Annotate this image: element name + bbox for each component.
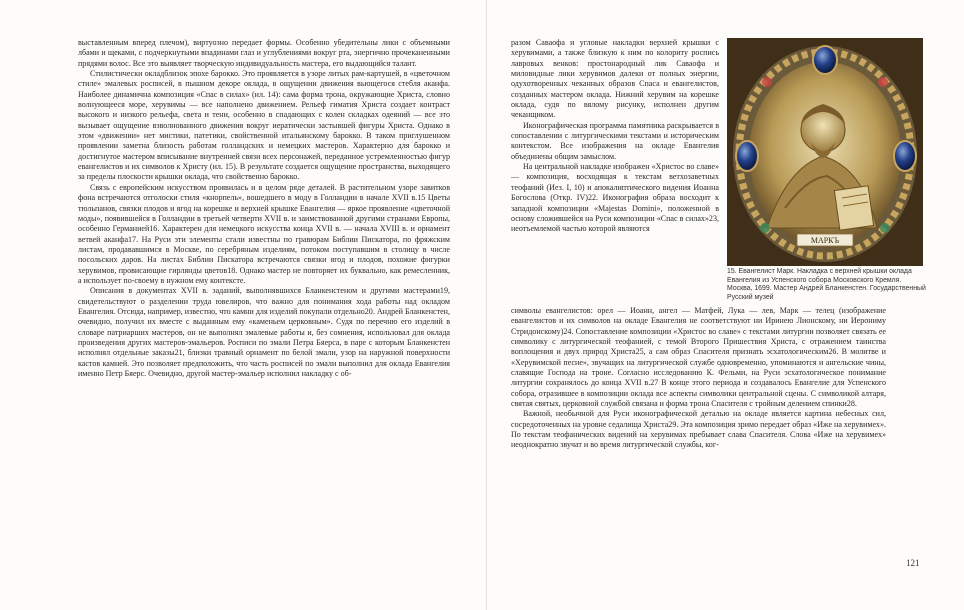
right-page-text-narrow	[511, 38, 719, 235]
paragraph: символы евангелистов: орел — Иоанн, ангел — Матфей, Лука — лев, Марк — телец (изображение евангелистов и их символов на окладе Евангелия не соответствуют ни Иринею Лионскому, ни Иерониму Стридонскому)24. Сопоставление композиции «Христос во славе» с текстами литургии позволяет связать ее символику с литургической теофанией, с темой Второго Пришествия Христа, с отражением таинства воплощения и двух природ Христа25, а сам образ Спасителя признать эсхатологическим26. В молитве и «Херувимской песне», звучащих на литургической службе одновременно, упоминаются и ангельские чины, славящие Господа на троне. Согласно исследованию К. Фельми, на Руси эсхатологическое понимание литургии сохранялось до конца XVII в.27 В конце этого периода и создавалось Евангелие для Успенского собора, отразившее в композиции оклада все аспекты символики центральной сцены. С символикой алтаря, святая святых, церковной службой связана и форма трона Спасителя с тройным делением спинки28.	[511, 306, 886, 409]
book-inscription: МАРКЪ	[810, 236, 840, 245]
figure-caption: 15. Евангелист Марк. Накладка с верхней крышки оклада Евангелия из Успенского собора Московского Кремля. Москва, 1699. Мастер Андрей Бланкенстен. Государственный Русский музей	[727, 268, 926, 301]
left-page-text	[78, 38, 450, 379]
paragraph: Важной, необычной для Руси иконографической деталью на окладе является картина небесных сил, сосредоточенных на уровне седалища Христа29. Эта композиция зримо передает образ «Иже на херувимех». По текстам теофанических видений на херувимах пребывает слава Спасителя. Слова «Иже на херувимех» неоднократно звучат и во время литургической службы, ког-	[511, 409, 886, 450]
page-gutter	[486, 0, 487, 610]
enamel-plaque-image	[727, 38, 923, 266]
paragraph: разом Саваофа и угловые накладки верхней крышки с херувимами, а также близкую к ним по колориту роспись лавровых венков: простонародный лик Саваофа и миловидные лики херувимов далеки от полных энергии, одухотворенных чеканных образов Спаса и евангелистов, созданных мастером оклада. Нижний херувим на корешке оклада, судя по вялому рисунку, исполнен другим чеканщиком.	[511, 38, 719, 120]
paragraph: Стилистически окладблизок эпохе барокко. Это проявляется в узоре литых рам-картушей, в «цветочном стиле» эмалевых росписей, в пышном декоре оклада, в ощущении движения вьющегося стебля аканфа. Наиболее динамична композиция «Спас в силах» (ил. 14): сама форма трона, окружающие Христа, словно волнующееся море, херувимы — все наполнено движением. Рельеф гиматия Христа создает контраст высокого и низкого рельефа, света и тени, особенно в спадающих с колен складках одеяний — все это вызывает ощущение взволнованного движения вокруг иератически застывшей фигуры Христа. Однако в этом «движении» нет мистики, патетики, свойственной итальянскому барокко. В таком приглушенном проявлении заметна близость работам голландских и немецких мастеров. Характерно для барокко и достигнутое мастером вписывание внутренней связи всех персонажей, переданное устремленностью фигур евангелистов и их символов к Христу (ил. 15). В результате создается ощущение пространства, выходящего за пределы плоскости крышки оклада, что свойственно барокко.	[78, 69, 450, 182]
paragraph: Иконографическая программа памятника раскрывается в сопоставлении с литургическими текстами и историческим контекстом. Все изображения на окладе Евангелия объединены общим замыслом.	[511, 120, 719, 161]
paragraph: Описания в документах XVII в. заданий, выполнявшихся Бланкенстеном и другими мастерами19, свидетельствуют о разделении труда ювелиров, что важно для понимания хода работы над окладом Евангелия. Отсюда, например, известно, что камни для изделий покупали отдельно20. Андрей Бланкенстен, очевидно, получил их вместе с выданным ему «каменьем церковным». Судя по перечню его изделий в словаре патриарших мастеров, он не выполнял эмалевые работы и, без сомнения, использовал для оклада произведения других мастеров-эмальеров. Росписи по эмали Петра Бяерса, в паре с которым Бланкенстен исполнял отдельные заказы21, близки травный орнамент по белой эмали, узор на наружной поверхности кастов камней. Это позволяет предположить, что часть росписей по эмали выполнил для оклада Евангелия именно Петр Бяерс. Очевидно, другой мастер-эмальер исполнил накладку с об-	[78, 286, 450, 378]
paragraph: выставленным вперед плечом), виртуозно передает формы. Особенно убедительны лики с объемными лбами и щеками, с подчеркнутыми впадинами глаз и углублениями вокруг рта, энергично прочеканенными прядями волос. Все это выявляет творческую индивидуальность мастера, его выдающийся талант.	[78, 38, 450, 68]
paragraph: На центральной накладке изображен «Христос во славе» — композиция, восходящая к текстам ветхозаветных теофаний (Иез. I, 10) и апокалиптического видения Иоанна Богослова (Откр. IV)22. Иконография образа восходит к западной композиции «Majestas Domini», положенной в основу сложившейся на Руси композиции «Спас в силах»23, неотъемлемой частью которой являются	[511, 162, 719, 234]
illustration-mark-evangelist	[727, 38, 923, 288]
paragraph: Связь с европейским искусством проявилась и в целом ряде деталей. В растительном узоре завитков фона встречаются отголоски стиля «кнорпель», вошедшего в моду в Голландии в начале XVII в.15 Цветы тюльпанов, связки плодов и ягод на корешке и верхней крышке Евангелия — яркое проявление «цветочной моды», появившейся в Голландии в третьей четверти XVII в. и заимствованной другими странами Европы, особенно Германией16. Характерен для немецкого искусства конца XVII в. — начала XVIII в. и орнамент ветвей аканфа17. На Руси эти элементы стали известны по гравюрам Библии Пискатора, по фряжским листам, продававшимся в Москве, по серебряным изделиям, потоком поступавшим в столицу в числе посольских даров. На листах Библии Пискатора встречаются связки ягод и плодов, похожие фигурки херувимов, провисающие гирлянды цветов18. Однако мастер не повторяет их буквально, как ремесленник, а использует по-своему в нужном ему контексте.	[78, 182, 450, 285]
right-page-text-wide	[511, 306, 886, 451]
page-number: 121	[906, 558, 920, 568]
